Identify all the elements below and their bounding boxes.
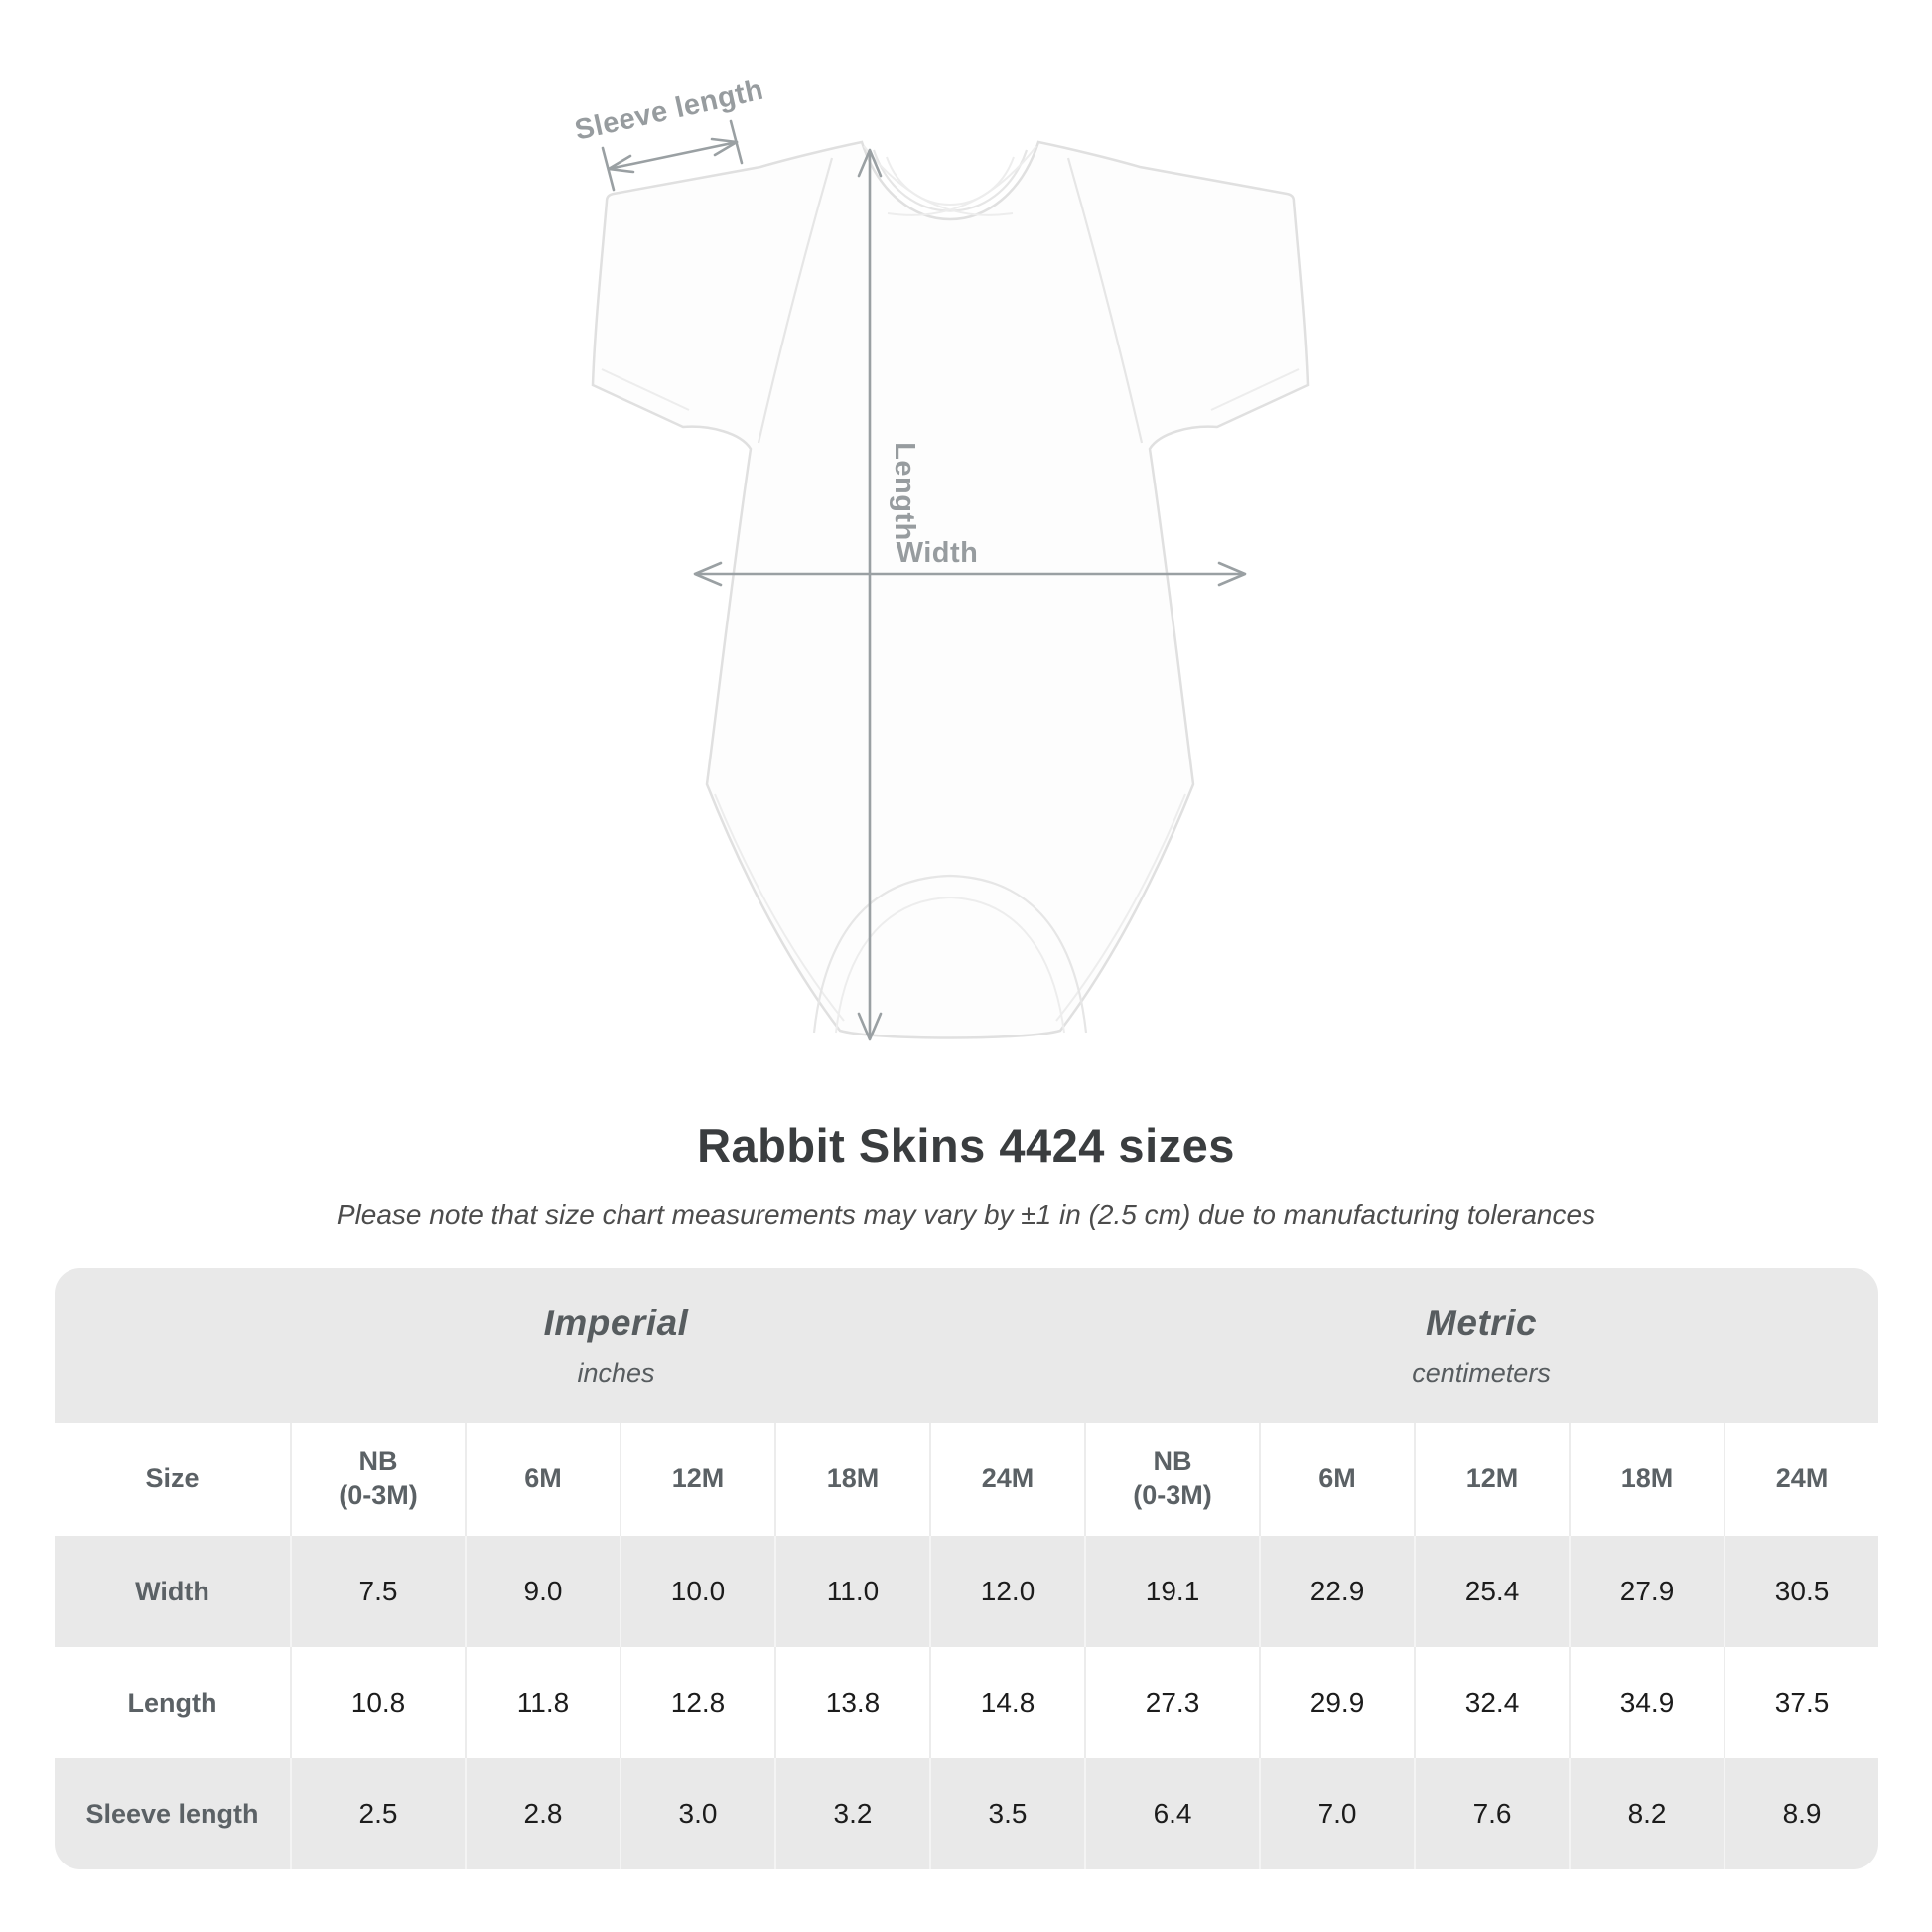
length-metric-12m: 32.4 [1414, 1647, 1569, 1758]
length-imperial-18m: 13.8 [774, 1647, 929, 1758]
width-imperial-24m: 12.0 [929, 1536, 1084, 1647]
width-imperial-12m: 10.0 [620, 1536, 774, 1647]
width-metric-12m: 25.4 [1414, 1536, 1569, 1647]
chart-title: Rabbit Skins 4424 sizes [697, 1119, 1235, 1172]
sleeve-length-label: Sleeve length [572, 73, 766, 147]
length-row [55, 1647, 1878, 1758]
sleeve-imperial-18m: 3.2 [774, 1758, 929, 1869]
imperial-label: Imperial [543, 1302, 689, 1343]
sleeve-metric-24m: 8.9 [1724, 1758, 1878, 1869]
sleeve-imperial-24m: 3.5 [929, 1758, 1084, 1869]
sleeve-metric-nb: 6.4 [1084, 1758, 1259, 1869]
sleeve-metric-12m: 7.6 [1414, 1758, 1569, 1869]
size-chart-table [55, 1268, 1878, 1869]
metric-unit-label: centimeters [1412, 1357, 1551, 1388]
metric-size-header-nb: NB (0-3M) [1084, 1423, 1259, 1536]
width-metric-6m: 22.9 [1259, 1536, 1414, 1647]
width-imperial-18m: 11.0 [774, 1536, 929, 1647]
row-label-width: Width [55, 1536, 290, 1647]
bodysuit-outline [593, 142, 1308, 1038]
length-imperial-24m: 14.8 [929, 1647, 1084, 1758]
imperial-size-header-18m: 18M [774, 1423, 929, 1536]
imperial-size-header-6m: 6M [465, 1423, 620, 1536]
metric-size-header-6m: 6M [1259, 1423, 1414, 1536]
width-label: Width [896, 537, 979, 569]
sleeve-length-row [55, 1758, 1878, 1869]
length-metric-nb: 27.3 [1084, 1647, 1259, 1758]
sleeve-metric-6m: 7.0 [1259, 1758, 1414, 1869]
width-metric-24m: 30.5 [1724, 1536, 1878, 1647]
imperial-size-header-12m: 12M [620, 1423, 774, 1536]
sleeve-imperial-nb: 2.5 [290, 1758, 465, 1869]
metric-size-header-24m: 24M [1724, 1423, 1878, 1536]
length-metric-24m: 37.5 [1724, 1647, 1878, 1758]
sleeve-metric-18m: 8.2 [1569, 1758, 1724, 1869]
sleeve-imperial-6m: 2.8 [465, 1758, 620, 1869]
collar-rib-seam [887, 157, 1014, 205]
length-metric-6m: 29.9 [1259, 1647, 1414, 1758]
width-metric-18m: 27.9 [1569, 1536, 1724, 1647]
width-metric-nb: 19.1 [1084, 1536, 1259, 1647]
width-row [55, 1536, 1878, 1647]
metric-label: Metric [1426, 1302, 1538, 1343]
length-imperial-nb: 10.8 [290, 1647, 465, 1758]
unit-band-row [55, 1268, 1878, 1423]
size-column-header: Size [55, 1423, 290, 1536]
metric-section-header [1084, 1268, 1878, 1423]
imperial-section-header [55, 1268, 1084, 1423]
tolerance-note: Please note that size chart measurements may vary by ±1 in (2.5 cm) due to manufacturing tolerances [336, 1199, 1596, 1230]
imperial-size-header-24m: 24M [929, 1423, 1084, 1536]
metric-size-header-12m: 12M [1414, 1423, 1569, 1536]
length-imperial-12m: 12.8 [620, 1647, 774, 1758]
size-header-row [55, 1423, 1878, 1536]
length-label: Length [889, 442, 920, 541]
width-imperial-6m: 9.0 [465, 1536, 620, 1647]
metric-size-header-18m: 18M [1569, 1423, 1724, 1536]
row-label-length: Length [55, 1647, 290, 1758]
length-imperial-6m: 11.8 [465, 1647, 620, 1758]
row-label-sleeve-length: Sleeve length [55, 1758, 290, 1869]
width-imperial-nb: 7.5 [290, 1536, 465, 1647]
sleeve-imperial-12m: 3.0 [620, 1758, 774, 1869]
size-chart-table-wrap [55, 1268, 1878, 1869]
imperial-size-header-nb: NB (0-3M) [290, 1423, 465, 1536]
imperial-unit-label: inches [577, 1357, 655, 1388]
length-metric-18m: 34.9 [1569, 1647, 1724, 1758]
